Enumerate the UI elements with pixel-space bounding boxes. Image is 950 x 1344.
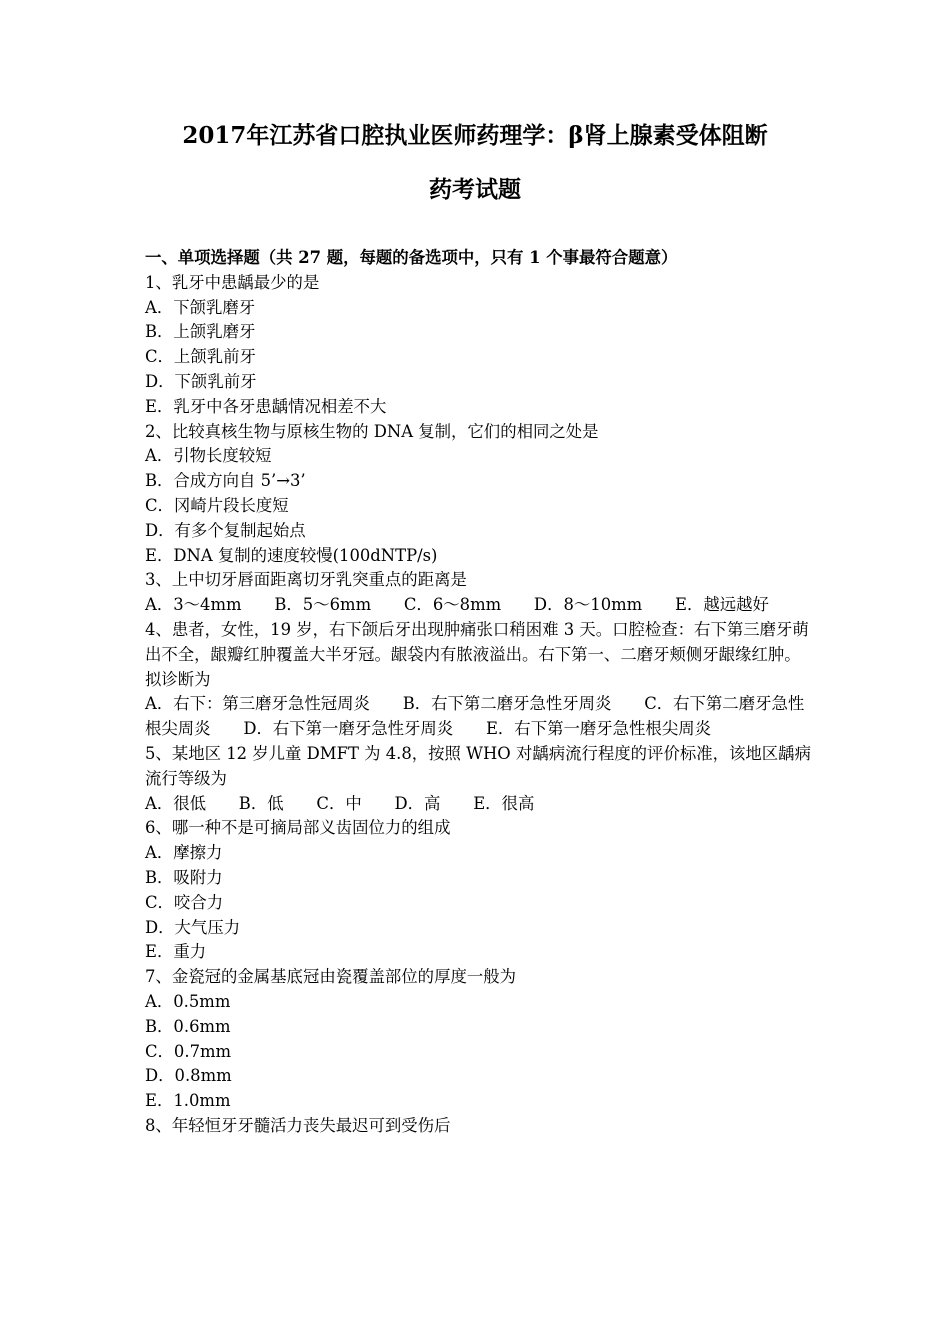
question-1-option-a: A．下颌乳磨牙 <box>145 297 256 317</box>
question-6-option-d: D．大气压力 <box>145 917 241 937</box>
question-2-option-c: C．冈崎片段长度短 <box>145 495 289 515</box>
document-body <box>145 246 813 1139</box>
question-4-stem: 4、患者，女性，19 岁，右下颌后牙出现肿痛张口稍困难 3 天。口腔检查：右下第三磨牙萌出不全，龈瓣红肿覆盖大半牙冠。龈袋内有脓液溢出。右下第一、二磨牙颊侧牙龈缘红肿。拟诊断为 <box>145 619 809 689</box>
question-5-stem: 5、某地区 12 岁儿童 DMFT 为 4.8，按照 WHO 对龋病流行程度的评价标准，该地区龋病流行等级为 <box>145 743 811 788</box>
question-6-option-b: B．吸附力 <box>145 867 223 887</box>
question-2-stem: 2、比较真核生物与原核生物的 DNA 复制，它们的相同之处是 <box>145 421 599 441</box>
question-3-options: A．3～4mm B．5～6mm C．6～8mm D．8～10mm E．越远越好 <box>145 595 769 615</box>
question-6-option-a: A．摩擦力 <box>145 843 223 863</box>
question-2-option-a: A．引物长度较短 <box>145 446 272 466</box>
question-4-options: A．右下：第三磨牙急性冠周炎 B．右下第二磨牙急性牙周炎 C．右下第二磨牙急性根尖周炎 D．右下第一磨牙急性牙周炎 E．右下第一磨牙急性根尖周炎 <box>145 694 805 739</box>
question-7-stem: 7、金瓷冠的金属基底冠由瓷覆盖部位的厚度一般为 <box>145 967 517 987</box>
question-6-option-e: E．重力 <box>145 942 207 962</box>
question-7-option-c: C．0.7mm <box>145 1041 232 1061</box>
section-header: 一、单项选择题（共 27 题，每题的备选项中，只有 1 个事最符合题意） <box>145 248 678 267</box>
question-1-stem: 1、乳牙中患龋最少的是 <box>145 272 320 292</box>
document-title-line-2: 药考试题 <box>429 176 521 203</box>
question-1-option-d: D．下颌乳前牙 <box>145 371 257 391</box>
question-2-option-d: D．有多个复制起始点 <box>145 520 306 540</box>
document-title-line-1: 2017年江苏省口腔执业医师药理学：β肾上腺素受体阻断 <box>182 122 768 149</box>
question-6-option-c: C．咬合力 <box>145 892 224 912</box>
question-1-option-c: C．上颌乳前牙 <box>145 347 256 367</box>
question-7-option-a: A．0.5mm <box>145 991 231 1011</box>
question-2-option-b: B．合成方向自 5’→3’ <box>145 471 306 491</box>
question-7-option-e: E．1.0mm <box>145 1091 231 1111</box>
question-2-option-e: E．DNA 复制的速度较慢(100dNTP/s) <box>145 545 438 565</box>
question-7-option-b: B．0.6mm <box>145 1016 231 1036</box>
question-1-option-b: B．上颌乳磨牙 <box>145 322 256 342</box>
question-3-stem: 3、上中切牙唇面距离切牙乳突重点的距离是 <box>145 570 467 590</box>
question-5-options: A．很低 B．低 C．中 D．高 E．很高 <box>145 793 535 813</box>
question-6-stem: 6、哪一种不是可摘局部义齿固位力的组成 <box>145 818 451 838</box>
question-7-option-d: D．0.8mm <box>145 1066 232 1086</box>
question-8-stem: 8、年轻恒牙牙髓活力丧失最迟可到受伤后 <box>145 1115 451 1135</box>
question-1-option-e: E．乳牙中各牙患龋情况相差不大 <box>145 396 387 416</box>
